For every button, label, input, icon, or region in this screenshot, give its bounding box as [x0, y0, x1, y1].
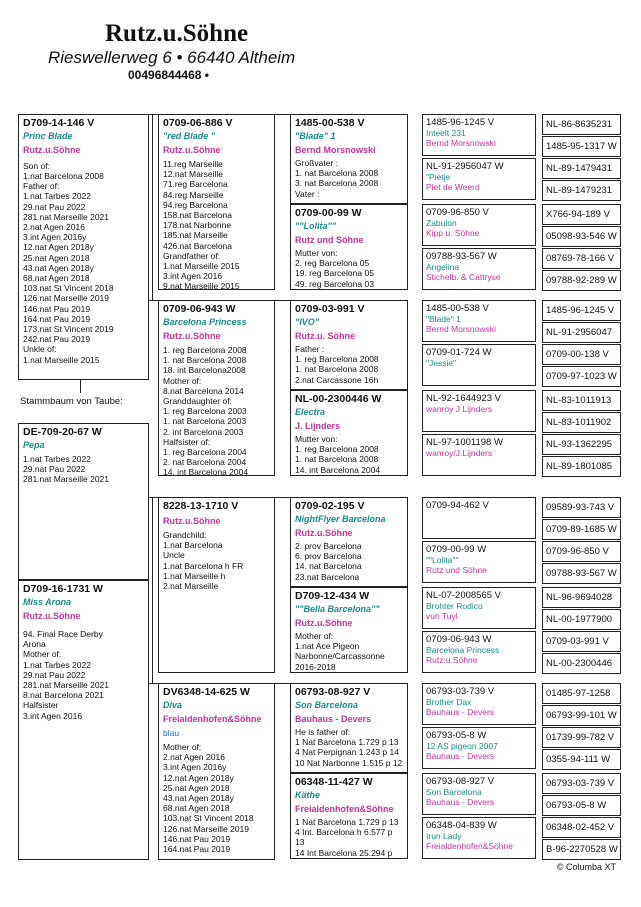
- pigeon-name: Pepa: [23, 440, 45, 450]
- gen1-pigeon: [158, 300, 275, 476]
- breeder-address: Rieswellerweg 6 • 66440 Altheim: [48, 48, 296, 67]
- result-line: 1.nat Barcelona h FR: [163, 560, 244, 571]
- owner: Freialdenhofen&Söhne: [426, 841, 513, 851]
- ring-number: 0709-96-850 V: [426, 207, 489, 218]
- result-line: 126.nat Marseille 2019: [163, 823, 250, 834]
- gen4-pigeon: 06793-05-8 W: [542, 795, 621, 816]
- pigeon-name: Diva: [163, 700, 183, 710]
- result-line: 14. int Barcelona 2004: [163, 467, 249, 476]
- results-list: [23, 454, 144, 485]
- result-line: 8.nat Barcelona 2021: [23, 690, 104, 701]
- pigeon-name: "red Blade ": [163, 131, 216, 141]
- ring-number: 06348-04-839 W: [426, 820, 497, 831]
- results-list: [163, 159, 270, 290]
- owner: Bernd Morsnowski: [295, 145, 376, 155]
- result-line: 14 Int Barcelona 25.294 p: [295, 847, 393, 858]
- owner: Rutz.u.Söhne: [23, 145, 81, 155]
- gen4-pigeon: 09788-93-567 W: [542, 563, 621, 584]
- result-line: 10 Nat Narbonne 1.515 p 12: [295, 757, 403, 768]
- result-line: 1. nat Barcelona 2003: [163, 416, 247, 427]
- result-line: 94. Final Race Derby: [23, 629, 103, 639]
- gen4-pigeon: 05098-93-546 W: [542, 226, 621, 247]
- ring-number: D709-14-146 V: [23, 117, 95, 129]
- owner: Freialdenhofen&Söhne: [163, 714, 262, 724]
- result-line: Mutter von:: [295, 434, 338, 444]
- result-line: 68.nat Agen 2018: [163, 803, 230, 814]
- ring-number: NL-07-2008565 V: [426, 590, 501, 601]
- pigeon-name: Inteelt 231: [426, 128, 466, 138]
- connector: [274, 114, 290, 115]
- result-line: 12.nat Agen 2018y: [163, 772, 234, 783]
- result-line: 71.reg Barcelona: [163, 179, 228, 190]
- ring-number: 06793-08-927 V: [426, 776, 495, 787]
- result-line: 1.nat Barcelona: [163, 540, 223, 551]
- result-line: 13: [295, 837, 305, 848]
- result-line: 2. reg Barcelona 05: [295, 258, 370, 269]
- ring-number: 06793-05-8 W: [426, 730, 487, 741]
- ring-number: 1485-96-1245 V: [426, 117, 495, 128]
- gen4-pigeon: 09589-93-743 V: [542, 497, 621, 518]
- pigeon-name: "IVO": [295, 317, 320, 327]
- pigeon-name: NightFlyer Barcelona: [295, 514, 386, 524]
- results-list: [163, 345, 270, 476]
- result-line: 281.nat Marseille 2021: [23, 211, 110, 222]
- pigeon-name: Irun Lady: [426, 831, 462, 841]
- stammbaum-label: Stammbaum von Taube:: [20, 396, 123, 407]
- owner: wanroy J Lijnders: [426, 404, 493, 414]
- gen4-pigeon: 01485-97-1258: [542, 683, 621, 704]
- result-line: 281.nat Marseille 2021: [23, 680, 110, 691]
- owner: Rutz und Söhne: [426, 565, 487, 575]
- owner: Bernd Morsnowski: [426, 324, 496, 334]
- result-line: 3.int Agen 2016y: [23, 232, 87, 243]
- result-line: 2.nat Carcassone 16h: [295, 374, 379, 385]
- owner: Piet de Weerd: [426, 182, 480, 192]
- gen3-pigeon: [422, 497, 536, 539]
- result-line: 1. nat Barcelona 2008: [163, 355, 247, 366]
- result-line: Grandchild:: [163, 530, 207, 540]
- gen2-pigeon: [290, 497, 408, 587]
- result-line: 1.nat Tarbes 2022: [23, 191, 91, 202]
- result-line: Halfsister of:: [163, 436, 211, 447]
- gen3-pigeon: [422, 773, 536, 815]
- gen1-pigeon: [158, 683, 275, 860]
- gen3-pigeon: [422, 683, 536, 725]
- result-line: 12.nat Agen 2018y: [23, 242, 94, 253]
- ring-number: 0709-06-943 W: [163, 303, 236, 315]
- result-line: 2. prov Barcelona: [295, 541, 362, 551]
- result-line: 3.int Agen 2016: [23, 710, 83, 721]
- result-line: 29.nat Pau 2022: [23, 201, 86, 212]
- pigeon-name: Barcelona Princess: [163, 317, 247, 327]
- pigeon-name: "Blade" 1: [295, 131, 336, 141]
- gen2-pigeon: [290, 114, 408, 204]
- pigeon-name: ""Lolita"": [295, 221, 337, 231]
- gen4-pigeon: NL-83-1011902: [542, 412, 621, 433]
- connector: [274, 497, 290, 498]
- pigeon-name: 12 AS pigeon 2007: [426, 741, 498, 751]
- result-line: 1.nat Marseille 2015: [163, 261, 240, 272]
- ring-number: 1485-00-538 V: [426, 303, 489, 314]
- result-line: 3.int Agen 2016: [163, 271, 223, 282]
- ring-number: 8228-13-1710 V: [163, 500, 239, 512]
- gen4-pigeon: NL-00-2300446: [542, 653, 621, 674]
- owner: Bernd Morsnowski: [426, 138, 496, 148]
- results-list: [163, 530, 270, 591]
- result-line: 2.nat Agen 2016: [163, 752, 225, 763]
- gen4-pigeon: NL-89-1801085: [542, 456, 621, 477]
- ring-number: 0709-01-724 W: [426, 347, 492, 358]
- result-line: 1.nat Marseille h: [163, 570, 226, 581]
- result-line: 103.nat St Vincent 2018: [23, 283, 114, 294]
- owner: Bauhaus - Devers: [426, 707, 495, 717]
- relative-pigeon: [18, 423, 149, 580]
- result-line: 158.nat Barcelona: [163, 210, 232, 221]
- result-line: 6. prov Barcelona: [295, 551, 362, 562]
- color-label: blau: [163, 728, 180, 738]
- ring-number: 0709-06-886 V: [163, 117, 233, 129]
- result-line: 8.nat Barcelona 2014: [163, 385, 244, 396]
- ring-number: D709-12-434 W: [295, 590, 370, 602]
- result-line: 3. nat Barcelona 2008: [295, 178, 379, 189]
- ring-number: 0709-94-462 V: [426, 500, 489, 511]
- result-line: 1. nat Barcelona 2008: [295, 168, 379, 179]
- result-line: 2. nat Barcelona 2004: [163, 457, 247, 468]
- relative-pigeon: [18, 580, 149, 860]
- connector: [274, 300, 290, 301]
- result-line: 1. reg Barcelona 2004: [163, 447, 247, 458]
- result-line: 9.nat Marseille 2015: [163, 281, 240, 290]
- section-title: Unkle of:: [23, 344, 57, 355]
- pigeon-name: Princ Blade: [23, 131, 73, 141]
- result-line: 12.nat Marseille: [163, 169, 224, 180]
- result-line: 11.reg Marseille: [163, 159, 223, 169]
- gen2-pigeon: [290, 204, 408, 290]
- result-line: Großvater :: [295, 158, 338, 168]
- result-line: 14. nat Barcelona: [295, 561, 362, 572]
- result-line: 43.nat Agen 2018y: [163, 793, 234, 804]
- result-line: 3.int Agen 2016y: [163, 762, 227, 773]
- ring-number: 0709-00-99 W: [426, 544, 487, 555]
- result-line: Granddaughter of:: [163, 396, 232, 407]
- result-line: Mutter von:: [295, 248, 338, 258]
- result-line: 1. reg Barcelona 2008: [295, 444, 379, 455]
- gen4-pigeon: NL-91-2956047: [542, 322, 621, 343]
- ring-number: DV6348-14-625 W: [163, 686, 250, 698]
- pigeon-name: Electra: [295, 407, 326, 417]
- result-line: Arona: [23, 639, 46, 650]
- result-line: Mother of:: [163, 375, 202, 386]
- result-line: 1.nat Ace Pigeon: [295, 641, 360, 652]
- gen4-pigeon: 1485-96-1245 V: [542, 300, 621, 321]
- pigeon-name: Brother Dax: [426, 697, 472, 707]
- result-line: 2016-2018: [295, 661, 336, 672]
- pigeon-name: Son Barcelona: [295, 700, 359, 710]
- result-line: 2. int Barcelona 2003: [163, 426, 244, 437]
- owner: Rutz.u. Söhne: [295, 331, 355, 341]
- result-line: Mother of:: [295, 631, 334, 641]
- subject-pigeon: [18, 114, 149, 380]
- gen3-pigeon: [422, 541, 536, 583]
- result-line: He is father of:: [295, 727, 351, 737]
- result-line: 1. nat Barcelona 2008: [295, 364, 379, 375]
- result-line: 1.nat Marseille 2015: [23, 354, 100, 365]
- result-line: 426.nat Barcelona: [163, 240, 232, 251]
- ring-number: NL-97-1001198 W: [426, 437, 503, 448]
- result-line: 19. reg Barcelona 05: [295, 268, 374, 279]
- gen3-pigeon: [422, 587, 536, 629]
- ring-number: 06793-08-927 V: [295, 686, 371, 698]
- ring-number: 0709-03-991 V: [295, 303, 365, 315]
- owner: vun Tuyl: [426, 611, 458, 621]
- gen2-pigeon: [290, 300, 408, 390]
- result-line: Father :: [295, 344, 325, 354]
- breeder-name: Rutz.u.Söhne: [105, 20, 249, 47]
- result-line: 2.nat Marseille: [163, 581, 219, 592]
- ring-number: 06793-03-739 V: [426, 686, 495, 697]
- gen3-pigeon: [422, 390, 536, 432]
- breeder-phone: 00496844468 •: [128, 68, 209, 82]
- gen4-pigeon: 09788-92-289 W: [542, 270, 621, 291]
- section-title: Son of:: [23, 161, 50, 171]
- gen3-pigeon: [422, 434, 536, 476]
- result-line: 164.nat Pau 2019: [23, 313, 91, 324]
- gen4-pigeon: 0709-97-1023 W: [542, 366, 621, 387]
- result-line: 185.nat Marseille: [163, 230, 228, 241]
- pigeon-name: Brohter Rodico: [426, 601, 483, 611]
- result-line: 242.nat Pau 2019: [23, 334, 91, 345]
- result-line: 25.nat Agen 2018: [23, 252, 90, 263]
- ring-number: 1485-00-538 V: [295, 117, 365, 129]
- result-line: 4 Int. Barcelona h 6.577 p: [295, 827, 393, 838]
- ring-number: NL-91-2956047 W: [426, 161, 504, 172]
- gen4-pigeon: X766-94-189 V: [542, 204, 621, 225]
- ring-number: DE-709-20-67 W: [23, 426, 102, 438]
- result-line: 29.nat Pau 2022: [23, 669, 86, 680]
- result-line: Narbonne/Carcassonne: [295, 651, 385, 662]
- ring-number: D709-16-1731 W: [23, 583, 103, 595]
- result-line: 146.nat Pau 2019: [163, 833, 231, 844]
- owner: Bauhaus - Devers: [426, 751, 495, 761]
- gen3-pigeon: [422, 817, 536, 859]
- ring-number: 0709-06-943 W: [426, 634, 492, 645]
- pigeon-name: "Jessie": [426, 358, 457, 368]
- owner: Rutz und Söhne: [295, 235, 364, 245]
- result-line: 1 Nat Barcelona 1.729 p 13: [295, 817, 399, 827]
- result-line: Vater :: [295, 188, 320, 199]
- gen3-pigeon: [422, 204, 536, 246]
- gen4-pigeon: NL-89-1479431: [542, 158, 621, 179]
- connector: [80, 380, 81, 393]
- gen4-pigeon: NL-89-1479231: [542, 180, 621, 201]
- result-line: 164.nat Pau 2019: [163, 844, 231, 855]
- result-line: 146.nat Pau 2019: [23, 303, 91, 314]
- result-line: Mother of:: [163, 742, 202, 752]
- gen4-pigeon: B-96-2270528 W: [542, 839, 621, 860]
- gen4-pigeon: 0709-96-850 V: [542, 541, 621, 562]
- footer-credit: © Columba XT: [556, 862, 616, 872]
- ring-number: 0709-02-195 V: [295, 500, 365, 512]
- pigeon-name: Miss Arona: [23, 597, 72, 607]
- pigeon-name: Käthe: [295, 790, 321, 800]
- pigeon-name: ""Lolita"": [426, 555, 459, 565]
- result-line: Grandfather of:: [163, 250, 221, 261]
- result-line: 4 Nat Perpignan 1.243 p 14: [295, 747, 399, 758]
- gen2-pigeon: [290, 587, 408, 673]
- result-line: Mother of:: [23, 649, 62, 660]
- result-line: 173.nat St Vincent 2019: [23, 324, 114, 335]
- pigeon-name: Son Barcelona: [426, 787, 482, 797]
- gen4-pigeon: NL-00-1977900: [542, 609, 621, 630]
- result-line: 1.nat Tarbes 2022: [23, 454, 91, 464]
- gen4-pigeon: NL-93-1362295: [542, 434, 621, 455]
- result-line: 103.nat St Vincent 2018: [163, 813, 254, 824]
- owner: Freialdenhofen&Söhne: [295, 804, 394, 814]
- owner: Stichelb. & Cattryse: [426, 272, 501, 282]
- result-line: 2.nat Agen 2016: [23, 222, 85, 233]
- pigeon-name: Zabulon: [426, 218, 457, 228]
- gen4-pigeon: 0709-00-138 V: [542, 344, 621, 365]
- gen4-pigeon: 08769-78-166 V: [542, 248, 621, 269]
- gen3-pigeon: [422, 158, 536, 200]
- gen2-pigeon: [290, 390, 408, 476]
- gen3-pigeon: [422, 727, 536, 769]
- result-line: 43.nat Agen 2018y: [23, 262, 94, 273]
- connector: [152, 114, 153, 300]
- result-line: 18. int Barcelona2008: [163, 365, 246, 376]
- gen1-pigeon: [158, 497, 275, 673]
- owner: Kipp u. Söhne: [426, 228, 480, 238]
- pigeon-name: Angelina: [426, 262, 460, 272]
- result-line: 1 Nat Barcelona 1.729 p 13: [295, 737, 399, 748]
- gen3-pigeon: [422, 344, 536, 386]
- pigeon-name: Barcelona Princess: [426, 645, 500, 655]
- gen4-pigeon: 06793-99-101 W: [542, 705, 621, 726]
- result-line: 49. reg Barcelona 03: [295, 278, 374, 289]
- gen3-pigeon: [422, 300, 536, 342]
- gen2-pigeon: [290, 773, 408, 859]
- gen4-pigeon: 0709-03-991 V: [542, 631, 621, 652]
- pigeon-name: ""Bella Barcelona"": [295, 604, 380, 614]
- gen4-pigeon: 0709-89-1685 W: [542, 519, 621, 540]
- owner: wanroy/J.Lijnders: [426, 448, 493, 458]
- owner: Rutz.u.Söhne: [426, 655, 478, 665]
- gen4-pigeon: NL-96-9694028: [542, 587, 621, 608]
- results-list: [163, 742, 270, 854]
- owner: Rutz.u.Söhne: [295, 618, 353, 628]
- gen4-pigeon: NL-83-1011913: [542, 390, 621, 411]
- pigeon-name: "Pietje: [426, 172, 451, 182]
- result-line: 14. int Barcelona 2004: [295, 464, 381, 475]
- gen4-pigeon: NL-86-8635231: [542, 114, 621, 135]
- connector: [152, 497, 153, 683]
- result-line: 1.nat Tarbes 2022: [23, 659, 91, 670]
- gen4-pigeon: 06793-03-739 V: [542, 773, 621, 794]
- gen4-pigeon: 01739-99-782 V: [542, 727, 621, 748]
- gen4-pigeon: 06348-02-452 V: [542, 817, 621, 838]
- owner: Rutz.u.Söhne: [163, 331, 221, 341]
- result-line: 1. reg Barcelona 2003: [163, 406, 247, 417]
- result-line: Uncle: [163, 550, 185, 561]
- result-line: 281.nat Marseille 2021: [23, 474, 110, 485]
- gen4-pigeon: 1485-95-1317 W: [542, 136, 621, 157]
- result-line: 126.nat Marseille 2019: [23, 293, 110, 304]
- owner: Rutz.u.Söhne: [23, 611, 81, 621]
- owner: Rutz.u.Söhne: [163, 516, 221, 526]
- gen3-pigeon: [422, 248, 536, 290]
- result-line: 1. nat Barcelona 2008: [295, 454, 379, 465]
- owner: Rutz.u.Söhne: [163, 145, 221, 155]
- result-line: Halfsister: [23, 700, 59, 711]
- result-line: 178.nat Narbonne: [163, 220, 232, 231]
- connector: [274, 683, 290, 684]
- result-line: 25.nat Agen 2018: [163, 782, 230, 793]
- result-line: 23.nat Barcelona: [295, 571, 360, 582]
- results-list: [23, 191, 144, 344]
- owner: J. Lijnders: [295, 421, 341, 431]
- gen3-pigeon: [422, 114, 536, 156]
- owner: Rutz.u.Söhne: [295, 528, 353, 538]
- owner: Bauhaus - Devers: [295, 714, 372, 724]
- result-line: 68.nat Agen 2018: [23, 273, 90, 284]
- results-list: [23, 629, 144, 721]
- result-line: 1.nat Barcelona 2008: [23, 171, 104, 181]
- gen3-pigeon: [422, 631, 536, 673]
- owner: Bauhaus - Devers: [426, 797, 495, 807]
- ring-number: NL-00-2300446 W: [295, 393, 382, 405]
- ring-number: 06348-11-427 W: [295, 776, 373, 788]
- pigeon-name: "Blade" 1: [426, 314, 461, 324]
- ring-number: 09788-93-567 W: [426, 251, 497, 262]
- result-line: 84.reg Marseille: [163, 189, 224, 200]
- ring-number: 0709-00-99 W: [295, 207, 362, 219]
- gen1-pigeon: [158, 114, 275, 290]
- ring-number: NL-92-1644923 V: [426, 393, 501, 404]
- result-line: 1. reg Barcelona 2008: [295, 354, 379, 365]
- result-line: 29.nat Pau 2022: [23, 464, 86, 475]
- section-title: Father of:: [23, 181, 60, 192]
- result-line: 1. reg Barcelona 2008: [163, 345, 247, 355]
- gen2-pigeon: [290, 683, 408, 773]
- gen4-pigeon: 0355-94-111 W: [542, 749, 621, 770]
- result-line: 94.reg Barcelona: [163, 199, 228, 210]
